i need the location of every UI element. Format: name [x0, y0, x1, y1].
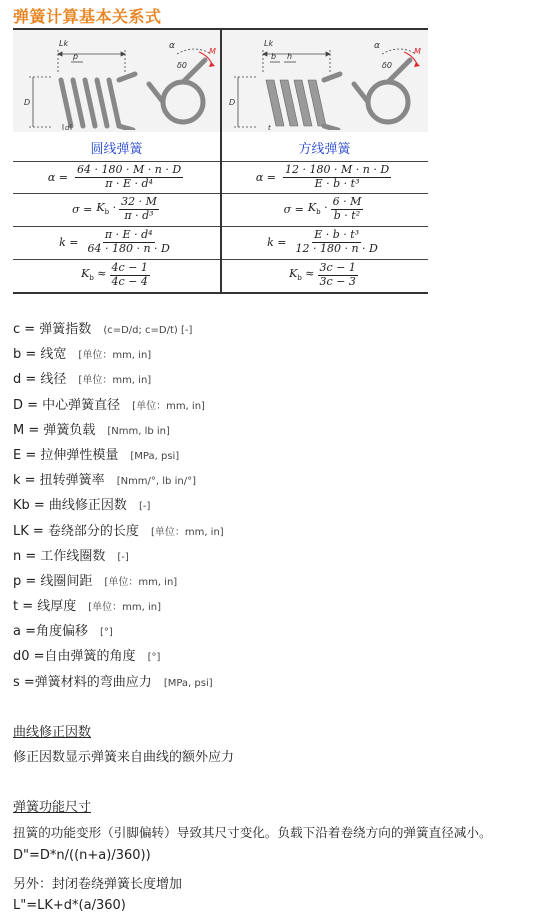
- formula-angle-square: α = $\frac{12 \cdot 180 \cdot M \cdot n \cdot D}{\text{E · b · t³}}$: [255, 163, 390, 190]
- dimension-section-heading: 弹簧功能尺寸: [13, 800, 92, 815]
- curve-section-heading: 曲线修正因数: [13, 725, 92, 740]
- label-d-wire: d: [65, 124, 70, 130]
- label-moment: M: [209, 47, 216, 56]
- variable-list: [13, 317, 224, 695]
- formula-rate-square: k = $\frac{\text{E · b · t³}}{12 \cdot 180 \cdot n \cdot D}$: [267, 228, 378, 255]
- formula-d-prime: D"=D*n/((n+a)/360)): [13, 848, 151, 863]
- variable-item: Kb = 曲线修正因数 [-]: [13, 498, 151, 514]
- variable-item: n = 工作线圈数 [-]: [13, 548, 129, 564]
- variable-item: c = 弹簧指数 (c=D/d; c=D/t) [-]: [13, 322, 193, 337]
- variable-item: d0 =自由弹簧的角度 [°]: [13, 649, 161, 665]
- variable-item: M = 弹簧负载 [Nmm, lb in]: [13, 422, 170, 438]
- dimension-section-text: 扭簧的功能变形（引脚偏转）导致其尺寸变化。负载下沿着卷绕方向的弹簧直径减小。: [13, 825, 492, 840]
- formula-kb-round: $K_b$ ≈ $\frac{4c - 1}{4c - 4}$: [81, 261, 148, 288]
- curve-section-text: 修正因数显示弹簧来自曲线的额外应力: [13, 750, 235, 765]
- formula-kb-square: $K_b$ ≈ $\frac{3c - 1}{3c - 3}$: [289, 261, 356, 288]
- variable-item: a =角度偏移 [°]: [13, 624, 113, 640]
- variable-item: d = 线径 [单位：mm, in]: [13, 372, 152, 388]
- variable-item: p = 线圈间距 [单位：mm, in]: [13, 573, 178, 589]
- square-wire-heading: 方线弹簧: [298, 142, 351, 157]
- round-wire-spring-diagram: [23, 32, 218, 130]
- label-delta0: δ0: [382, 61, 392, 70]
- dimension-section-note: 另外：封闭卷绕弹簧长度增加: [13, 877, 183, 892]
- label-h: h: [287, 52, 293, 61]
- page-title: 弹簧计算基本关系式: [13, 7, 162, 26]
- formula-stress-round: σ = $K_b$ · $\frac{32 \cdot M}{\text{π · d³}}$: [72, 195, 157, 222]
- variable-item: D = 中心弹簧直径 [单位：mm, in]: [13, 397, 205, 413]
- label-d-outer: D: [229, 98, 236, 107]
- column-divider: [220, 30, 222, 292]
- label-alpha: α: [374, 41, 380, 51]
- variable-item: k = 扭转弹簧率 [Nmm/°, lb in/°]: [13, 473, 196, 489]
- variable-item: LK = 卷绕部分的长度 [单位：mm, in]: [13, 523, 224, 539]
- label-t: t: [268, 124, 271, 130]
- label-lk: Lk: [264, 39, 274, 48]
- formula-l-prime: L"=LK+d*(a/360): [13, 898, 126, 913]
- variable-item: t = 线厚度 [单位：mm, in]: [13, 599, 162, 615]
- variable-item: b = 线宽 [单位：mm, in]: [13, 347, 152, 363]
- label-d-outer: D: [24, 98, 31, 107]
- label-p: p: [73, 52, 79, 61]
- label-moment: M: [414, 47, 421, 56]
- label-lk: Lk: [59, 39, 69, 48]
- variable-item: s =弹簧材料的弯曲应力 [MPa, psi]: [13, 674, 213, 690]
- formula-rate-round: k = $\frac{\text{π · E · d⁴}}{64 \cdot 180 \cdot n \cdot D}$: [59, 228, 170, 255]
- square-wire-spring-diagram: [228, 32, 423, 130]
- formula-stress-square: σ = $K_b$ · $\frac{6 \cdot M}{\text{b · t²}}$: [283, 195, 362, 222]
- round-wire-heading: 圆线弹簧: [90, 142, 143, 157]
- formula-angle-round: α = $\frac{64 \cdot 180 \cdot M \cdot n \cdot D}{\text{π · E · d⁴}}$: [47, 163, 182, 190]
- label-b: b: [271, 52, 277, 61]
- label-alpha: α: [169, 41, 175, 51]
- label-delta0: δ0: [177, 61, 187, 70]
- variable-item: E = 拉伸弹性模量 [MPa, psi]: [13, 447, 180, 463]
- formula-table: [13, 28, 428, 294]
